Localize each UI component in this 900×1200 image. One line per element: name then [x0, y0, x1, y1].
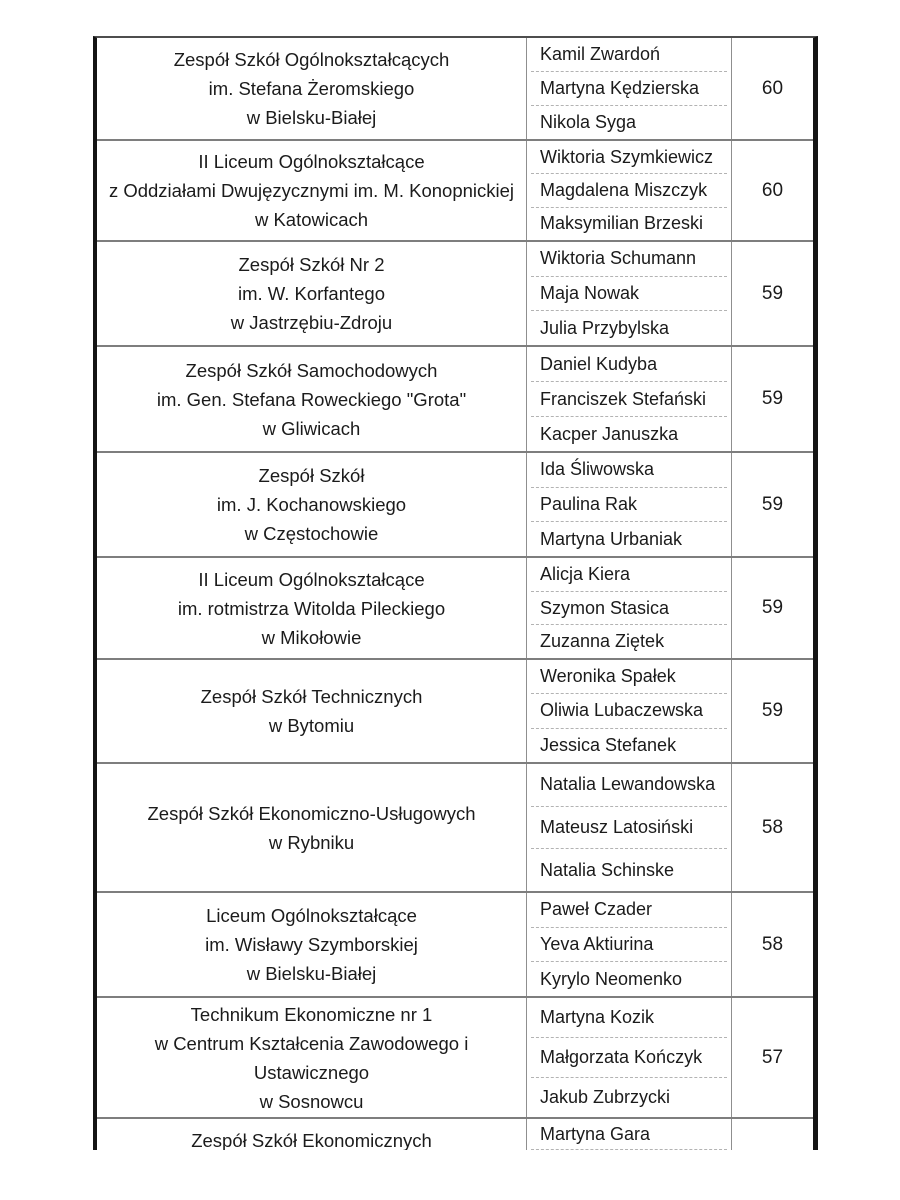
students-cell: [527, 141, 732, 240]
students-cell: [527, 347, 732, 451]
student-name: Zuzanna Ziętek: [540, 631, 665, 652]
school-name-line: w Rybniku: [268, 831, 355, 853]
school-name-line: im. W. Korfantego: [237, 283, 386, 304]
table-row: [97, 141, 813, 242]
student-name: Szymon Stasica: [531, 592, 727, 626]
students-cell: [527, 1119, 732, 1150]
table-row: [97, 38, 813, 141]
students-cell: [527, 660, 732, 762]
student-name: Kamil Zwardoń: [531, 38, 727, 72]
student-name: Julia Przybylska: [540, 317, 670, 338]
school-name-line: II Liceum Ogólnokształcące: [198, 568, 425, 590]
student-name: Paweł Czader: [531, 893, 727, 928]
table-row: [97, 893, 813, 998]
table-row: [97, 242, 813, 347]
score-cell: [732, 1119, 813, 1150]
school-cell: [97, 38, 527, 139]
students-cell: [527, 558, 732, 658]
table-row: [97, 558, 813, 660]
school-name-line: Technikum Ekonomiczne nr 1: [190, 1003, 433, 1025]
school-cell: [97, 998, 527, 1117]
school-cell: [97, 893, 527, 996]
school-name-line: w Centrum Kształcenia Zawodowego i Ustawicznego: [154, 1032, 469, 1083]
score-cell: 59: [761, 700, 784, 721]
student-name: Mateusz Latosiński: [531, 807, 727, 850]
table-row: [97, 998, 813, 1119]
student-name: Martyna Kędzierska: [531, 72, 727, 106]
school-name-line: w Bytomiu: [268, 715, 355, 736]
table-row: [97, 1119, 813, 1150]
school-name-line: w Częstochowie: [244, 523, 379, 544]
school-name-line: Liceum Ogólnokształcące: [206, 905, 417, 926]
student-name: Natalia Lewandowska: [531, 764, 727, 807]
score-cell: 58: [761, 933, 784, 955]
school-cell: [97, 453, 527, 556]
student-name: Jessica Stefanek: [540, 734, 677, 755]
school-cell: [97, 347, 527, 451]
school-name-line: im. rotmistrza Witolda Pileckiego: [177, 597, 446, 619]
school-name-line: im. Wisławy Szymborskiej: [205, 934, 418, 955]
school-cell: [97, 660, 527, 762]
score-cell: 60: [761, 179, 784, 201]
student-name: Franciszek Stefański: [531, 382, 727, 417]
school-name-line: im. Gen. Stefana Roweckiego "Grota": [156, 388, 467, 410]
results-table: [93, 36, 818, 1150]
table-row: [97, 347, 813, 453]
school-cell: [97, 558, 527, 658]
student-name: Martyna Kozik: [531, 998, 727, 1038]
school-name-line: z Oddziałami Dwujęzycznymi im. M. Konopnickiej: [108, 180, 515, 201]
student-name: Magdalena Miszczyk: [531, 174, 727, 207]
school-name-line: w Sosnowcu: [259, 1090, 364, 1112]
students-cell: [527, 998, 732, 1117]
table-row: [97, 660, 813, 764]
students-cell: [527, 242, 732, 345]
student-name: Weronika Spałek: [531, 660, 727, 694]
school-name-line: im. J. Kochanowskiego: [216, 494, 407, 515]
student-name: Paulina Rak: [531, 488, 727, 523]
school-name-line: Zespół Szkół Ekonomiczno-Usługowych: [147, 802, 476, 824]
table-row: [97, 453, 813, 558]
student-name: Martyna Urbaniak: [540, 528, 683, 549]
students-cell: [527, 893, 732, 996]
student-name: Kyrylo Neomenko: [540, 968, 683, 989]
school-name-line: Zespół Szkół Nr 2: [238, 254, 385, 275]
school-name-line: w Mikołowie: [261, 626, 362, 648]
school-name-line: w Bielsku-Białej: [246, 107, 377, 128]
student-name: Daniel Kudyba: [531, 347, 727, 382]
school-name-line: w Katowicach: [254, 209, 369, 230]
student-name: Kacper Januszka: [540, 423, 679, 444]
score-cell: 59: [761, 597, 784, 618]
score-cell: 58: [761, 816, 784, 838]
score-cell: 59: [761, 282, 784, 304]
student-name: Alicja Kiera: [531, 558, 727, 592]
school-name-line: Zespół Szkół: [258, 465, 365, 486]
school-cell: [97, 1119, 527, 1150]
score-cell: 60: [761, 77, 784, 99]
student-name: Maksymilian Brzeski: [540, 213, 704, 234]
table-row: [97, 764, 813, 893]
school-name-line: Zespół Szkół Ogólnokształcących: [173, 49, 450, 70]
school-name-line: Zespół Szkół Technicznych: [200, 686, 423, 707]
students-cell: [527, 764, 732, 891]
student-name: Natalia Schinske: [540, 859, 675, 880]
student-name: Martyna Gara: [531, 1119, 727, 1150]
school-cell: [97, 141, 527, 240]
school-name-line: Zespół Szkół Samochodowych: [185, 359, 438, 381]
student-name: Ida Śliwowska: [531, 453, 727, 488]
student-name: Wiktoria Szymkiewicz: [531, 141, 727, 174]
school-name-line: II Liceum Ogólnokształcące: [198, 151, 425, 172]
student-name: Oliwia Lubaczewska: [531, 694, 727, 728]
students-cell: [527, 453, 732, 556]
score-cell: 57: [761, 1046, 784, 1068]
school-name-line: w Jastrzębiu-Zdroju: [230, 312, 393, 333]
score-cell: 59: [761, 493, 784, 515]
student-name: Nikola Syga: [540, 112, 637, 132]
school-cell: [97, 242, 527, 345]
student-name: Maja Nowak: [531, 277, 727, 312]
student-name: Jakub Zubrzycki: [540, 1087, 671, 1107]
school-name-line: im. Stefana Żeromskiego: [208, 78, 415, 99]
students-cell: [527, 38, 732, 139]
school-cell: [97, 764, 527, 891]
score-cell: 59: [761, 388, 784, 409]
school-name-line: w Gliwicach: [262, 417, 361, 439]
school-name-line: w Bielsku-Białej: [246, 963, 377, 984]
school-name-line: Zespół Szkół Ekonomicznych: [191, 1130, 432, 1150]
student-name: Wiktoria Schumann: [531, 242, 727, 277]
student-name: Yeva Aktiurina: [531, 928, 727, 963]
student-name: Małgorzata Kończyk: [531, 1038, 727, 1078]
